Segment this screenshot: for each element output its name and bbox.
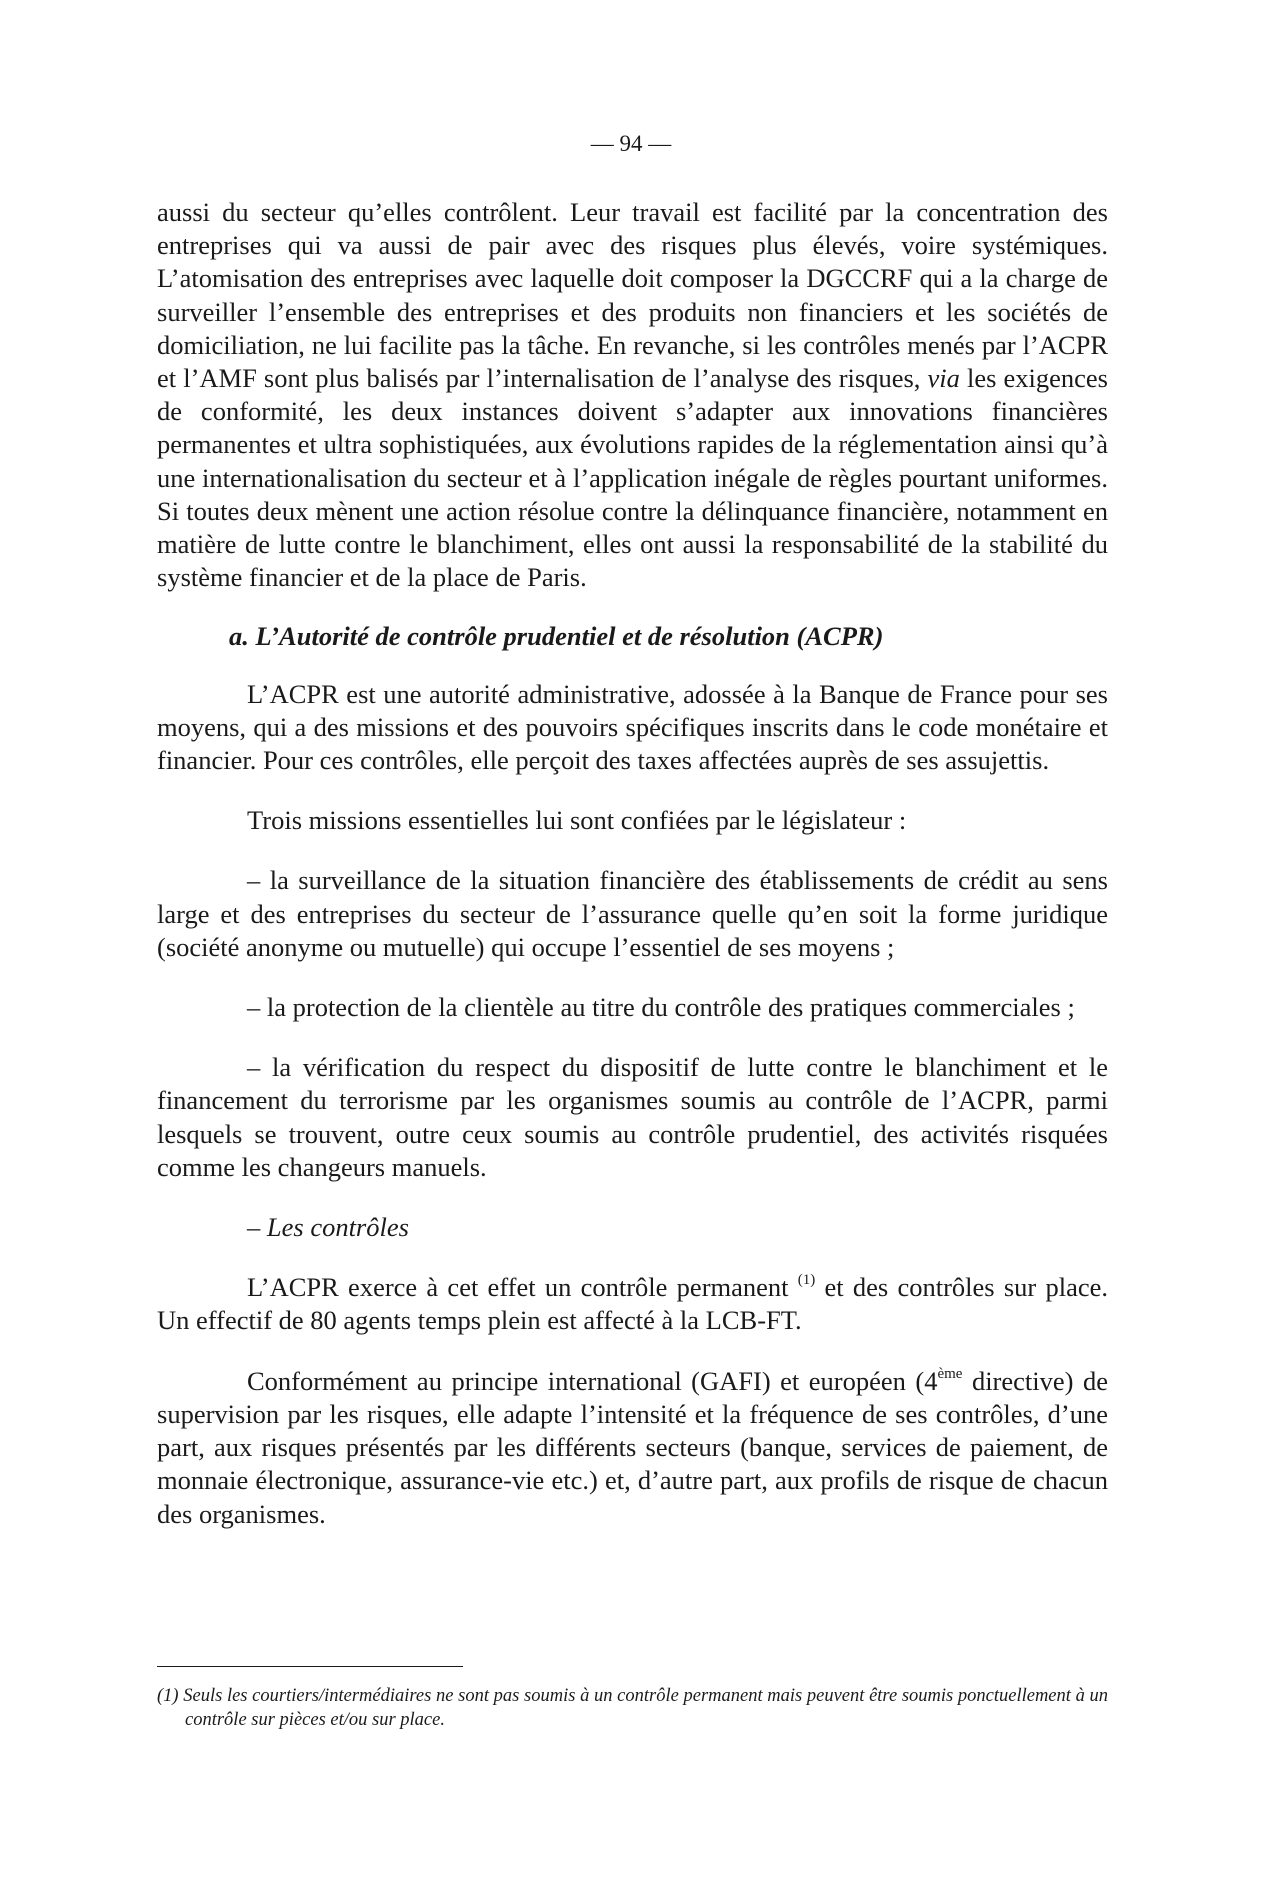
mission-item-3: – la vérification du respect du dispositif de lutte contre le blanchiment et le financement du terrorisme par les organismes soumis au contrôle de l’ACPR, parmi lesquels se trouvent, outre ceux soumis au contrôle prudentiel, des activités risquées comme les changeurs manuels.: [157, 1052, 1108, 1182]
mission-item-2: – la protection de la clientèle au titre du contrôle des pratiques commerciales ;: [247, 992, 1075, 1023]
body-text: [157, 196, 1108, 1531]
footnote: (1) Seuls les courtiers/intermédiaires ne sont pas soumis à un contrôle permanent mais peuvent être soumis ponctuellement à un contrôle sur pièces et/ou sur place.: [157, 1686, 1108, 1730]
controls-p2-text-b: directive) de supervision par les risques, elle adapte l’intensité et la fréquence de ses contrôles, d’une part, aux risques présentés par les différents secteurs (banque, services de paiement, de monnaie électronique, assurance-vie etc.) et, d’autre part, aux profils de risque de chacun des organismes.: [157, 1365, 1108, 1529]
page-number: — 94 —: [590, 131, 672, 156]
intro-italic-via: via: [927, 363, 960, 394]
mission-item-1: – la surveillance de la situation financière des établissements de crédit au sens large et des entreprises du secteur de l’assurance quelle qu’en soit la forme juridique (société anonyme ou mutuelle) qui occupe l’essentiel de ses moyens ;: [157, 865, 1108, 962]
intro-text-part1: aussi du secteur qu’elles contrôlent. Leur travail est facilité par la concentration des entreprises qui va aussi de pair avec des risques plus élevés, voire systémiques. L’atomisation des entreprises avec laquelle doit composer la DGCCRF qui a la charge de surveiller l’ensemble des entreprises et des produits non financiers et les sociétés de domiciliation, ne lui facilite pas la tâche. En revanche, si les contrôles menés par l’ACPR et l’AMF sont plus balisés par l’internalisation de l’analyse des risques,: [157, 197, 1108, 394]
acpr-description-paragraph: L’ACPR est une autorité administrative, adossée à la Banque de France pour ses moyens, qui a des missions et des pouvoirs spécifiques inscrits dans le code monétaire et financier. Pour ces contrôles, elle perçoit des taxes affectées auprès de ses assujettis.: [157, 678, 1108, 776]
controls-paragraph-2: [157, 1365, 1108, 1531]
footnote-reference: (1): [797, 1272, 816, 1289]
intro-paragraph: [157, 196, 1108, 594]
ordinal-superscript: ème: [937, 1365, 963, 1382]
controls-subheading: – Les contrôles: [247, 1212, 409, 1243]
section-heading: a. L’Autorité de contrôle prudentiel et de résolution (ACPR): [229, 621, 884, 652]
controls-paragraph-1: [157, 1271, 1108, 1337]
controls-p2-text-a: Conformément au principe international (GAFI) et européen (4: [247, 1365, 938, 1396]
intro-text-part2: les exigences de conformité, les deux instances doivent s’adapter aux innovations financières permanentes et ultra sophistiquées, aux évolutions rapides de la réglementation ainsi qu’à une internationalisation du secteur et à l’application inégale de règles pourtant uniformes. Si toutes deux mènent une action résolue contre la délinquance financière, notamment en matière de lutte contre le blanchiment, elles ont aussi la responsabilité de la stabilité du système financier et de la place de Paris.: [157, 363, 1108, 593]
controls-p1-text-b: et des contrôles sur place. Un effectif de 80 agents temps plein est affecté à la LCB-FT.: [157, 1272, 1108, 1336]
missions-intro-paragraph: Trois missions essentielles lui sont confiées par le législateur :: [247, 805, 907, 836]
footnote-separator: [157, 1666, 463, 1667]
controls-p1-text-a: L’ACPR exerce à cet effet un contrôle permanent: [247, 1272, 798, 1303]
